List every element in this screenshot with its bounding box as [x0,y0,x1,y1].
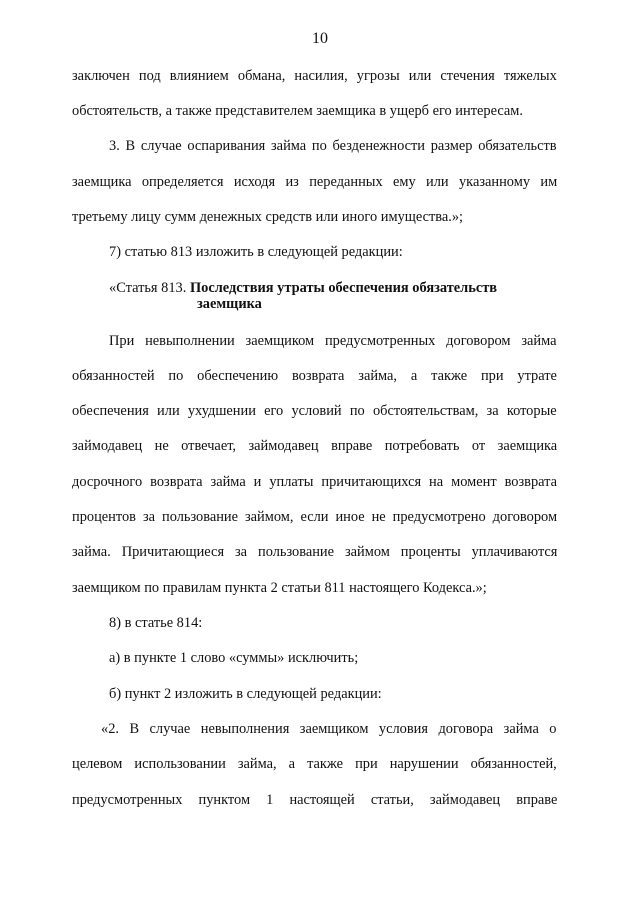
text-line: 8) в статье 814: [109,615,203,631]
text-line: обеспечения или ухудшении его условий по обстоятельствам, за которые [72,403,557,419]
article-heading-line [109,278,497,298]
text-line: предусмотренных пунктом 1 настоящей статьи, займодавец вправе [72,792,558,808]
text-line: третьему лицу сумм денежных средств или иного имущества.»; [72,209,464,225]
text-line: досрочного возврата займа и уплаты причитающихся на момент возврата [72,474,558,490]
article-title: Последствия утраты обеспечения обязательств [189,280,498,296]
text-line: обязанностей по обеспечению возврата займа, а также при утрате [72,368,557,384]
text-line: займодавец не отвечает, займодавец вправе потребовать от заемщика [72,438,558,454]
article-title-continued: заемщика [197,296,262,312]
text-line: займа. Причитающиеся за пользование займом проценты уплачиваются [72,544,558,560]
text-line: заемщиком по правилам пункта 2 статьи 811 настоящего Кодекса.»; [72,580,487,596]
text-line: обстоятельств, а также представителем заемщика в ущерб его интересам. [72,103,523,119]
text-line: «2. В случае невыполнения заемщиком условия договора займа о [101,721,557,737]
article-number: «Статья 813. [109,280,187,296]
text-line: целевом использовании займа, а также при нарушении обязанностей, [72,756,557,772]
text-line: заемщика определяется исходя из переданных ему или указанному им [72,174,558,190]
text-line: 3. В случае оспаривания займа по безденежности размер обязательств [109,138,557,154]
text-line: процентов за пользование займом, если иное не предусмотрено договором [72,509,558,525]
text-line: а) в пункте 1 слово «суммы» исключить; [109,650,359,666]
text-line: б) пункт 2 изложить в следующей редакции: [109,686,382,702]
text-line: При невыполнении заемщиком предусмотренных договором займа [109,333,557,349]
page-number: 10 [312,30,328,47]
text-line: заключен под влиянием обмана, насилия, угрозы или стечения тяжелых [72,68,557,84]
text-line: 7) статью 813 изложить в следующей редакции: [109,244,403,260]
